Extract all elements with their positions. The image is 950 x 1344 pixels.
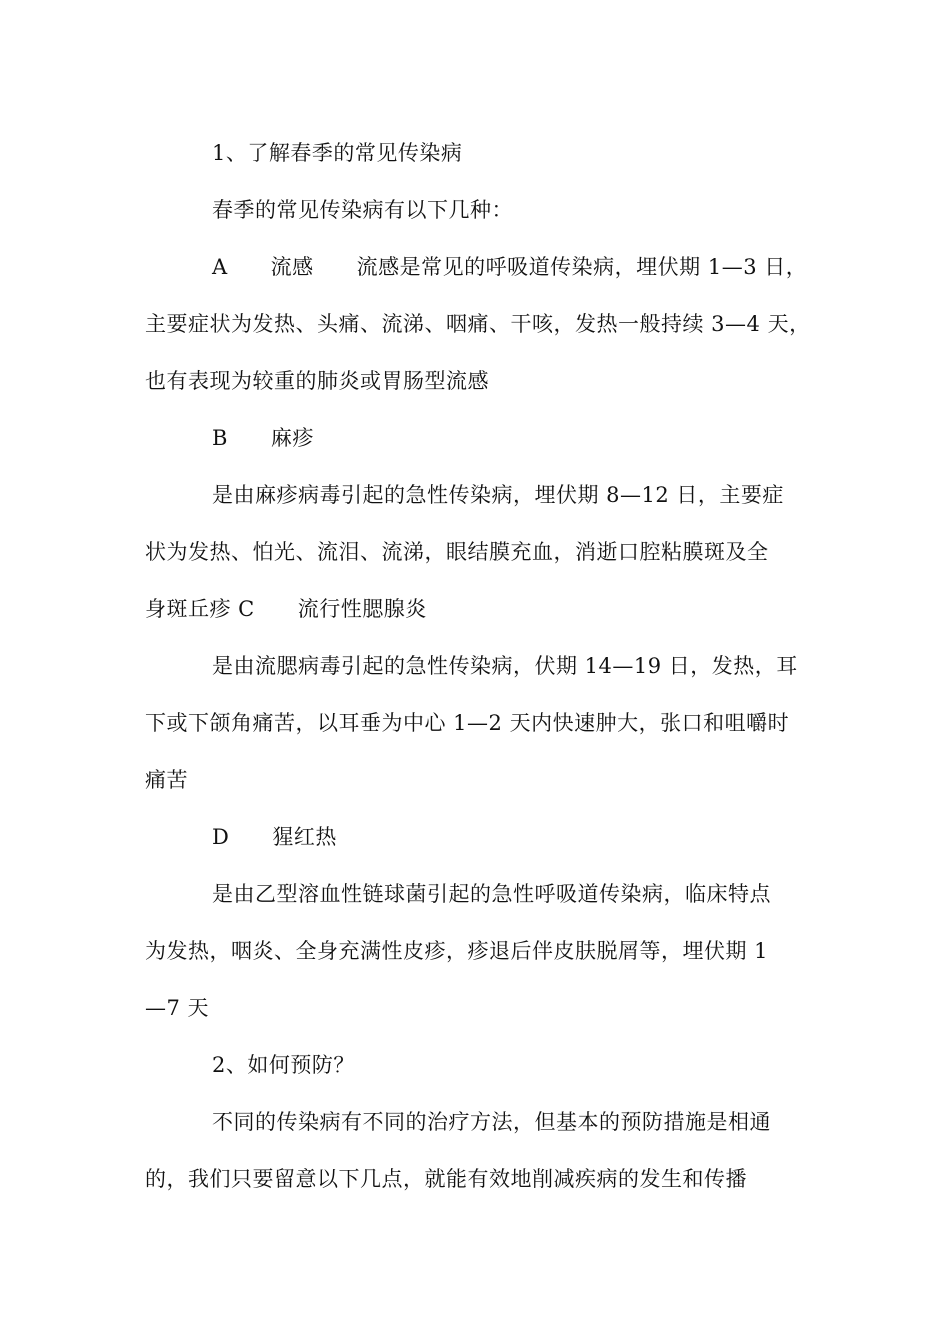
paragraph-line: 是由流腮病毒引起的急性传染病，伏期 14—19 日，发热，耳 bbox=[212, 654, 798, 678]
paragraph-line: 是由乙型溶血性链球菌引起的急性呼吸道传染病，临床特点 bbox=[212, 882, 771, 906]
paragraph-line: —7 天 bbox=[145, 996, 210, 1020]
list-item-heading: D 猩红热 bbox=[212, 825, 337, 849]
paragraph-line: 也有表现为较重的肺炎或胃肠型流感 bbox=[145, 369, 489, 393]
paragraph-line: A 流感 流感是常见的呼吸道传染病，埋伏期 1—3 日， bbox=[212, 255, 808, 279]
paragraph-line: 主要症状为发热、头痛、流涕、咽痛、干咳，发热一般持续 3—4 天， bbox=[145, 312, 811, 336]
list-item-heading: B 麻疹 bbox=[212, 426, 314, 450]
paragraph-line: 春季的常见传染病有以下几种： bbox=[212, 198, 513, 222]
paragraph-line: 身斑丘疹 C 流行性腮腺炎 bbox=[145, 597, 427, 621]
paragraph-line: 的，我们只要留意以下几点，就能有效地削减疾病的发生和传播 bbox=[145, 1167, 747, 1191]
paragraph-line: 状为发热、怕光、流泪、流涕，眼结膜充血，消逝口腔粘膜斑及全 bbox=[145, 540, 769, 564]
paragraph-line: 不同的传染病有不同的治疗方法，但基本的预防措施是相通 bbox=[212, 1110, 771, 1134]
paragraph-line: 是由麻疹病毒引起的急性传染病，埋伏期 8—12 日，主要症 bbox=[212, 483, 784, 507]
paragraph-line: 为发热，咽炎、全身充满性皮疹，疹退后伴皮肤脱屑等，埋伏期 1 bbox=[145, 939, 769, 963]
section-heading-2: 2、如何预防？ bbox=[212, 1053, 355, 1077]
section-heading-1: 1、了解春季的常见传染病 bbox=[212, 141, 463, 165]
paragraph-line: 痛苦 bbox=[145, 768, 188, 792]
paragraph-line: 下或下颌角痛苦，以耳垂为中心 1—2 天内快速肿大，张口和咀嚼时 bbox=[145, 711, 790, 735]
